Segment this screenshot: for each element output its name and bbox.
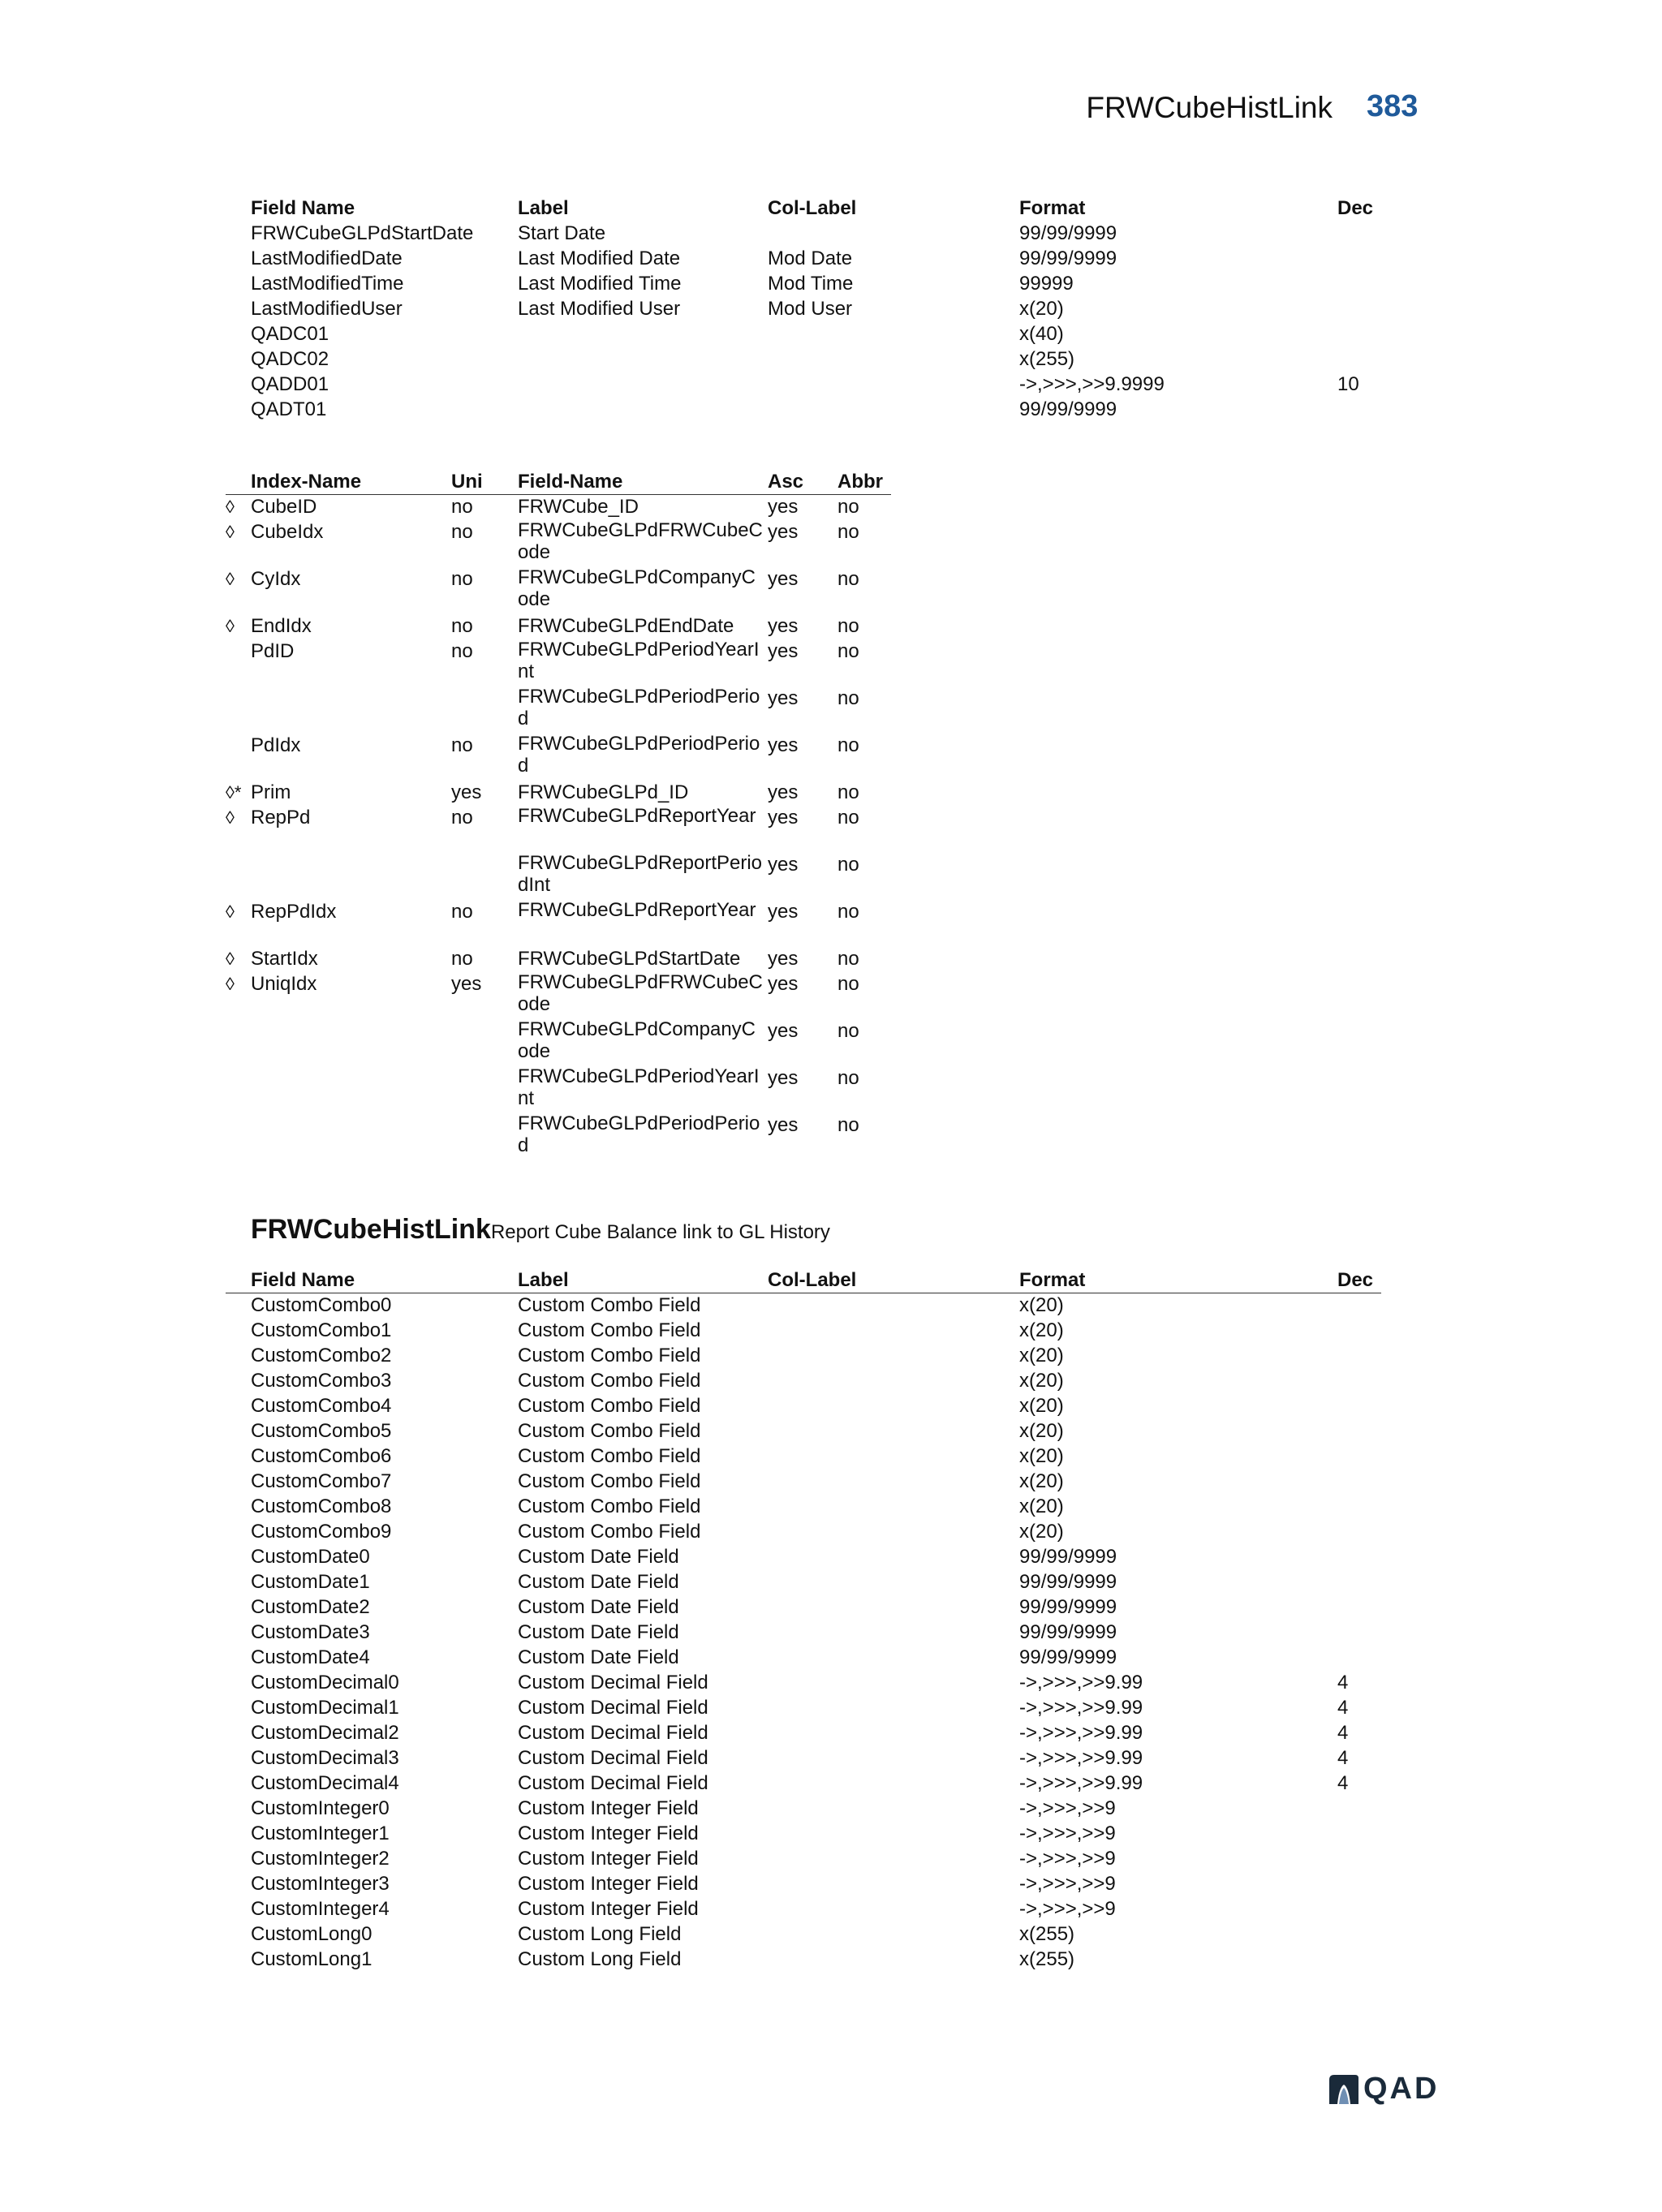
abbr-cell: no xyxy=(837,948,859,970)
field-name-cell: CustomDate0 xyxy=(251,1546,370,1568)
label-cell: Custom Combo Field xyxy=(518,1294,701,1316)
label-cell: Custom Combo Field xyxy=(518,1345,701,1366)
index-name-cell: StartIdx xyxy=(251,948,318,970)
index-name-cell: PdIdx xyxy=(251,734,301,756)
abbr-cell: no xyxy=(837,640,859,662)
table-body xyxy=(0,221,1662,422)
label-cell: Last Modified Date xyxy=(518,247,681,269)
table-row xyxy=(0,246,1662,271)
uni-cell: no xyxy=(451,901,473,923)
index-marker: ◊ xyxy=(226,974,235,994)
label-cell: Custom Combo Field xyxy=(518,1470,701,1492)
page-number: 383 xyxy=(1367,89,1419,123)
column-header-col-label: Col-Label xyxy=(768,1269,857,1291)
label-cell: Custom Combo Field xyxy=(518,1370,701,1392)
table-row xyxy=(0,346,1662,372)
field-name-cell: CustomDecimal4 xyxy=(251,1772,399,1794)
column-header-abbr: Abbr xyxy=(837,471,883,493)
abbr-cell: no xyxy=(837,734,859,756)
index-marker: ◊ xyxy=(226,902,235,922)
format-cell: ->,>>>,>>9.99 xyxy=(1019,1747,1143,1769)
table-header-row xyxy=(0,1267,1662,1293)
label-cell: Custom Integer Field xyxy=(518,1848,699,1870)
index-marker: ◊* xyxy=(226,782,242,803)
uni-cell: no xyxy=(451,734,473,756)
asc-cell: yes xyxy=(768,496,799,518)
format-cell: x(20) xyxy=(1019,1521,1064,1543)
field-name-cell: CustomCombo9 xyxy=(251,1521,392,1543)
table-row xyxy=(0,1720,1662,1745)
table-row xyxy=(0,1771,1662,1796)
uni-cell: no xyxy=(451,568,473,590)
field-name-cell: FRWCubeGLPdFRWCubeCode xyxy=(518,519,763,563)
uni-cell: no xyxy=(451,615,473,637)
table-row xyxy=(0,1947,1662,1972)
table-row xyxy=(0,1620,1662,1645)
format-cell: x(20) xyxy=(1019,1345,1064,1366)
dec-cell: 10 xyxy=(1337,373,1359,395)
table-row xyxy=(0,1368,1662,1393)
field-name-cell: FRWCubeGLPd_ID xyxy=(518,781,689,803)
field-name-cell: FRWCubeGLPdPeriodPeriod xyxy=(518,733,760,777)
column-header-format: Format xyxy=(1019,1269,1086,1291)
asc-cell: yes xyxy=(768,687,799,709)
field-name-cell: FRWCubeGLPdPeriodYearInt xyxy=(518,1065,760,1109)
label-cell: Custom Decimal Field xyxy=(518,1697,708,1719)
table-row xyxy=(0,805,1662,852)
column-header-field-name: Field-Name xyxy=(518,471,623,493)
format-cell: ->,>>>,>>9.99 xyxy=(1019,1722,1143,1744)
field-name-cell: CustomDecimal1 xyxy=(251,1697,399,1719)
label-cell: Last Modified Time xyxy=(518,273,682,295)
asc-cell: yes xyxy=(768,640,799,662)
format-cell: 99/99/9999 xyxy=(1019,247,1117,269)
field-name-cell: FRWCubeGLPdPeriodPeriod xyxy=(518,1112,760,1156)
label-cell: Custom Date Field xyxy=(518,1621,679,1643)
label-cell: Custom Integer Field xyxy=(518,1898,699,1920)
uni-cell: yes xyxy=(451,973,482,995)
index-name-cell: CyIdx xyxy=(251,568,301,590)
index-name-cell: RepPd xyxy=(251,807,311,828)
field-name-cell: CustomInteger1 xyxy=(251,1823,390,1844)
field-name-cell: CustomLong1 xyxy=(251,1948,372,1970)
label-cell: Custom Integer Field xyxy=(518,1797,699,1819)
field-name-cell: CustomCombo8 xyxy=(251,1495,392,1517)
col-label-cell: Mod User xyxy=(768,298,853,320)
table-row xyxy=(0,1670,1662,1695)
column-header-col-label: Col-Label xyxy=(768,197,857,219)
field-name-cell: FRWCubeGLPdReportPeriodInt xyxy=(518,852,763,896)
column-header-index-name: Index-Name xyxy=(251,471,362,493)
label-cell: Custom Decimal Field xyxy=(518,1747,708,1769)
label-cell: Custom Decimal Field xyxy=(518,1772,708,1794)
table-row xyxy=(0,494,1662,519)
field-name-cell: FRWCubeGLPdPeriodYearInt xyxy=(518,639,760,682)
table-header-row xyxy=(0,469,1662,494)
field-name-cell: FRWCubeGLPdStartDate xyxy=(518,948,741,970)
abbr-cell: no xyxy=(837,496,859,518)
table-row xyxy=(0,321,1662,346)
table-row xyxy=(0,296,1662,321)
asc-cell: yes xyxy=(768,568,799,590)
format-cell: x(20) xyxy=(1019,1420,1064,1442)
format-cell: 99/99/9999 xyxy=(1019,222,1117,244)
field-name-cell: FRWCubeGLPdPeriodPeriod xyxy=(518,686,760,729)
field-name-cell: CustomInteger2 xyxy=(251,1848,390,1870)
uni-cell: no xyxy=(451,640,473,662)
field-name-cell: CustomCombo2 xyxy=(251,1345,392,1366)
format-cell: x(255) xyxy=(1019,348,1075,370)
format-cell: ->,>>>,>>9 xyxy=(1019,1873,1116,1895)
index-table xyxy=(0,469,1662,1160)
field-name-cell: CustomDate2 xyxy=(251,1596,370,1618)
table-row xyxy=(0,1569,1662,1594)
dec-cell: 4 xyxy=(1337,1722,1349,1744)
col-label-cell: Mod Date xyxy=(768,247,853,269)
field-name-cell: CustomCombo3 xyxy=(251,1370,392,1392)
field-name-cell: CustomDecimal2 xyxy=(251,1722,399,1744)
format-cell: 99999 xyxy=(1019,273,1074,295)
table-row xyxy=(0,1444,1662,1469)
index-name-cell: CubeIdx xyxy=(251,521,324,543)
table-row xyxy=(0,1112,1662,1160)
uni-cell: no xyxy=(451,948,473,970)
format-cell: x(20) xyxy=(1019,1395,1064,1417)
field-name-cell: CustomInteger4 xyxy=(251,1898,390,1920)
table-row xyxy=(0,519,1662,566)
field-name-cell: CustomCombo6 xyxy=(251,1445,392,1467)
abbr-cell: no xyxy=(837,901,859,923)
column-header-dec: Dec xyxy=(1337,197,1374,219)
label-cell: Custom Combo Field xyxy=(518,1319,701,1341)
label-cell: Custom Combo Field xyxy=(518,1495,701,1517)
table-row xyxy=(0,1846,1662,1871)
label-cell: Custom Date Field xyxy=(518,1646,679,1668)
column-header-field-name: Field Name xyxy=(251,197,355,219)
table-header-row xyxy=(0,196,1662,221)
table-row xyxy=(0,686,1662,733)
table-body xyxy=(0,494,1662,1160)
asc-cell: yes xyxy=(768,1020,799,1042)
format-cell: x(20) xyxy=(1019,298,1064,320)
table-row xyxy=(0,899,1662,946)
format-cell: x(20) xyxy=(1019,1370,1064,1392)
table-row xyxy=(0,1871,1662,1896)
label-cell: Custom Combo Field xyxy=(518,1395,701,1417)
asc-cell: yes xyxy=(768,781,799,803)
field-name-cell: CustomLong0 xyxy=(251,1923,372,1945)
column-header-label: Label xyxy=(518,1269,569,1291)
field-name-cell: CustomDecimal3 xyxy=(251,1747,399,1769)
label-cell: Custom Long Field xyxy=(518,1923,682,1945)
abbr-cell: no xyxy=(837,781,859,803)
table-row xyxy=(0,271,1662,296)
dec-cell: 4 xyxy=(1337,1772,1349,1794)
table-row xyxy=(0,1418,1662,1444)
label-cell: Start Date xyxy=(518,222,606,244)
table-row xyxy=(0,1645,1662,1670)
table-row xyxy=(0,1318,1662,1343)
field-name-cell: LastModifiedDate xyxy=(251,247,403,269)
index-marker: ◊ xyxy=(226,949,235,969)
table-name: FRWCubeHistLink xyxy=(251,1214,491,1245)
field-name-cell: CustomCombo1 xyxy=(251,1319,392,1341)
field-name-cell: CustomCombo7 xyxy=(251,1470,392,1492)
logo-text: QAD xyxy=(1363,2072,1440,2106)
table-description: Report Cube Balance link to GL History xyxy=(490,1221,830,1243)
field-name-cell: CustomDate1 xyxy=(251,1571,370,1593)
format-cell: 99/99/9999 xyxy=(1019,1571,1117,1593)
col-label-cell: Mod Time xyxy=(768,273,854,295)
index-name-cell: UniqIdx xyxy=(251,973,317,995)
table-row xyxy=(0,1494,1662,1519)
label-cell: Last Modified User xyxy=(518,298,681,320)
table-row xyxy=(0,1745,1662,1771)
table-body xyxy=(0,1293,1662,1972)
format-cell: ->,>>>,>>9 xyxy=(1019,1898,1116,1920)
table-row xyxy=(0,1796,1662,1821)
field-name-cell: FRWCubeGLPdEndDate xyxy=(518,615,734,637)
label-cell: Custom Combo Field xyxy=(518,1420,701,1442)
asc-cell: yes xyxy=(768,615,799,637)
label-cell: Custom Decimal Field xyxy=(518,1722,708,1744)
table-row xyxy=(0,946,1662,971)
field-name-cell: FRWCubeGLPdCompanyCode xyxy=(518,1018,756,1062)
column-header-asc: Asc xyxy=(768,471,804,493)
format-cell: x(255) xyxy=(1019,1948,1075,1970)
format-cell: x(255) xyxy=(1019,1923,1075,1945)
format-cell: 99/99/9999 xyxy=(1019,1546,1117,1568)
field-name-cell: QADT01 xyxy=(251,398,327,420)
table-row xyxy=(0,733,1662,780)
abbr-cell: no xyxy=(837,568,859,590)
field-name-cell: QADC01 xyxy=(251,323,329,345)
asc-cell: yes xyxy=(768,807,799,828)
format-cell: 99/99/9999 xyxy=(1019,398,1117,420)
abbr-cell: no xyxy=(837,854,859,876)
asc-cell: yes xyxy=(768,734,799,756)
format-cell: x(20) xyxy=(1019,1470,1064,1492)
index-marker: ◊ xyxy=(226,616,235,636)
asc-cell: yes xyxy=(768,521,799,543)
field-name-cell: LastModifiedUser xyxy=(251,298,403,320)
field-name-cell: CustomCombo5 xyxy=(251,1420,392,1442)
format-cell: ->,>>>,>>9.99 xyxy=(1019,1672,1143,1693)
table-row xyxy=(0,372,1662,397)
index-name-cell: EndIdx xyxy=(251,615,312,637)
field-name-cell: CustomCombo4 xyxy=(251,1395,392,1417)
table-row xyxy=(0,1896,1662,1922)
abbr-cell: no xyxy=(837,973,859,995)
table-row xyxy=(0,1544,1662,1569)
field-name-cell: FRWCubeGLPdReportYear xyxy=(518,805,756,827)
qad-logo xyxy=(1328,2072,1439,2107)
field-name-cell: CustomDecimal0 xyxy=(251,1672,399,1693)
field-name-cell: CustomDate4 xyxy=(251,1646,370,1668)
table-row xyxy=(0,397,1662,422)
column-header-uni: Uni xyxy=(451,471,483,493)
dec-cell: 4 xyxy=(1337,1672,1349,1693)
dec-cell: 4 xyxy=(1337,1747,1349,1769)
format-cell: ->,>>>,>>9 xyxy=(1019,1848,1116,1870)
index-name-cell: PdID xyxy=(251,640,295,662)
asc-cell: yes xyxy=(768,1114,799,1136)
format-cell: 99/99/9999 xyxy=(1019,1621,1117,1643)
field-name-cell: CustomDate3 xyxy=(251,1621,370,1643)
field-name-cell: CustomCombo0 xyxy=(251,1294,392,1316)
index-marker: ◊ xyxy=(226,497,235,517)
index-name-cell: Prim xyxy=(251,781,291,803)
qad-logo-icon xyxy=(1328,2073,1360,2106)
label-cell: Custom Long Field xyxy=(518,1948,682,1970)
column-header-dec: Dec xyxy=(1337,1269,1374,1291)
uni-cell: no xyxy=(451,807,473,828)
table-row xyxy=(0,1594,1662,1620)
table-row xyxy=(0,852,1662,899)
field-name-cell: QADD01 xyxy=(251,373,329,395)
format-cell: x(20) xyxy=(1019,1495,1064,1517)
table-row xyxy=(0,971,1662,1018)
format-cell: 99/99/9999 xyxy=(1019,1646,1117,1668)
format-cell: x(20) xyxy=(1019,1319,1064,1341)
format-cell: x(20) xyxy=(1019,1445,1064,1467)
label-cell: Custom Date Field xyxy=(518,1571,679,1593)
field-name-cell: LastModifiedTime xyxy=(251,273,404,295)
dec-cell: 4 xyxy=(1337,1697,1349,1719)
label-cell: Custom Decimal Field xyxy=(518,1672,708,1693)
field-table-1 xyxy=(0,196,1662,422)
label-cell: Custom Combo Field xyxy=(518,1521,701,1543)
field-name-cell: CustomInteger0 xyxy=(251,1797,390,1819)
table-row xyxy=(0,1018,1662,1065)
field-name-cell: FRWCubeGLPdFRWCubeCode xyxy=(518,971,763,1015)
index-name-cell: CubeID xyxy=(251,496,317,518)
abbr-cell: no xyxy=(837,807,859,828)
label-cell: Custom Integer Field xyxy=(518,1823,699,1844)
abbr-cell: no xyxy=(837,521,859,543)
abbr-cell: no xyxy=(837,615,859,637)
index-name-cell: RepPdIdx xyxy=(251,901,337,923)
index-marker: ◊ xyxy=(226,569,235,589)
column-header-field-name: Field Name xyxy=(251,1269,355,1291)
format-cell: ->,>>>,>>9 xyxy=(1019,1797,1116,1819)
table-row xyxy=(0,1393,1662,1418)
table-row xyxy=(0,566,1662,613)
label-cell: Custom Combo Field xyxy=(518,1445,701,1467)
field-name-cell: FRWCubeGLPdReportYear xyxy=(518,899,756,921)
asc-cell: yes xyxy=(768,973,799,995)
field-table-2 xyxy=(0,1267,1662,1972)
table-row xyxy=(0,1343,1662,1368)
table-row xyxy=(0,221,1662,246)
asc-cell: yes xyxy=(768,948,799,970)
index-marker: ◊ xyxy=(226,522,235,542)
field-name-cell: FRWCubeGLPdCompanyCode xyxy=(518,566,756,610)
column-header-format: Format xyxy=(1019,197,1086,219)
format-cell: ->,>>>,>>9.99 xyxy=(1019,1697,1143,1719)
asc-cell: yes xyxy=(768,854,799,876)
uni-cell: no xyxy=(451,496,473,518)
format-cell: 99/99/9999 xyxy=(1019,1596,1117,1618)
format-cell: x(40) xyxy=(1019,323,1064,345)
table-row xyxy=(0,1695,1662,1720)
table-row xyxy=(0,639,1662,686)
table-row xyxy=(0,1922,1662,1947)
field-name-cell: CustomInteger3 xyxy=(251,1873,390,1895)
asc-cell: yes xyxy=(768,901,799,923)
table-row xyxy=(0,1065,1662,1112)
uni-cell: yes xyxy=(451,781,482,803)
abbr-cell: no xyxy=(837,1114,859,1136)
table-row xyxy=(0,1821,1662,1846)
label-cell: Custom Date Field xyxy=(518,1596,679,1618)
table-row xyxy=(0,780,1662,805)
abbr-cell: no xyxy=(837,1020,859,1042)
column-header-label: Label xyxy=(518,197,569,219)
uni-cell: no xyxy=(451,521,473,543)
label-cell: Custom Date Field xyxy=(518,1546,679,1568)
format-cell: ->,>>>,>>9.99 xyxy=(1019,1772,1143,1794)
field-name-cell: QADC02 xyxy=(251,348,329,370)
format-cell: x(20) xyxy=(1019,1294,1064,1316)
table-row xyxy=(0,1293,1662,1318)
page-header-title: FRWCubeHistLink xyxy=(1086,91,1333,124)
asc-cell: yes xyxy=(768,1067,799,1089)
format-cell: ->,>>>,>>9 xyxy=(1019,1823,1116,1844)
index-marker: ◊ xyxy=(226,807,235,828)
abbr-cell: no xyxy=(837,687,859,709)
abbr-cell: no xyxy=(837,1067,859,1089)
section-title xyxy=(251,1214,830,1246)
field-name-cell: FRWCube_ID xyxy=(518,496,639,518)
table-row xyxy=(0,1519,1662,1544)
field-name-cell: FRWCubeGLPdStartDate xyxy=(251,222,474,244)
table-row xyxy=(0,613,1662,639)
format-cell: ->,>>>,>>9.9999 xyxy=(1019,373,1165,395)
table-row xyxy=(0,1469,1662,1494)
label-cell: Custom Integer Field xyxy=(518,1873,699,1895)
